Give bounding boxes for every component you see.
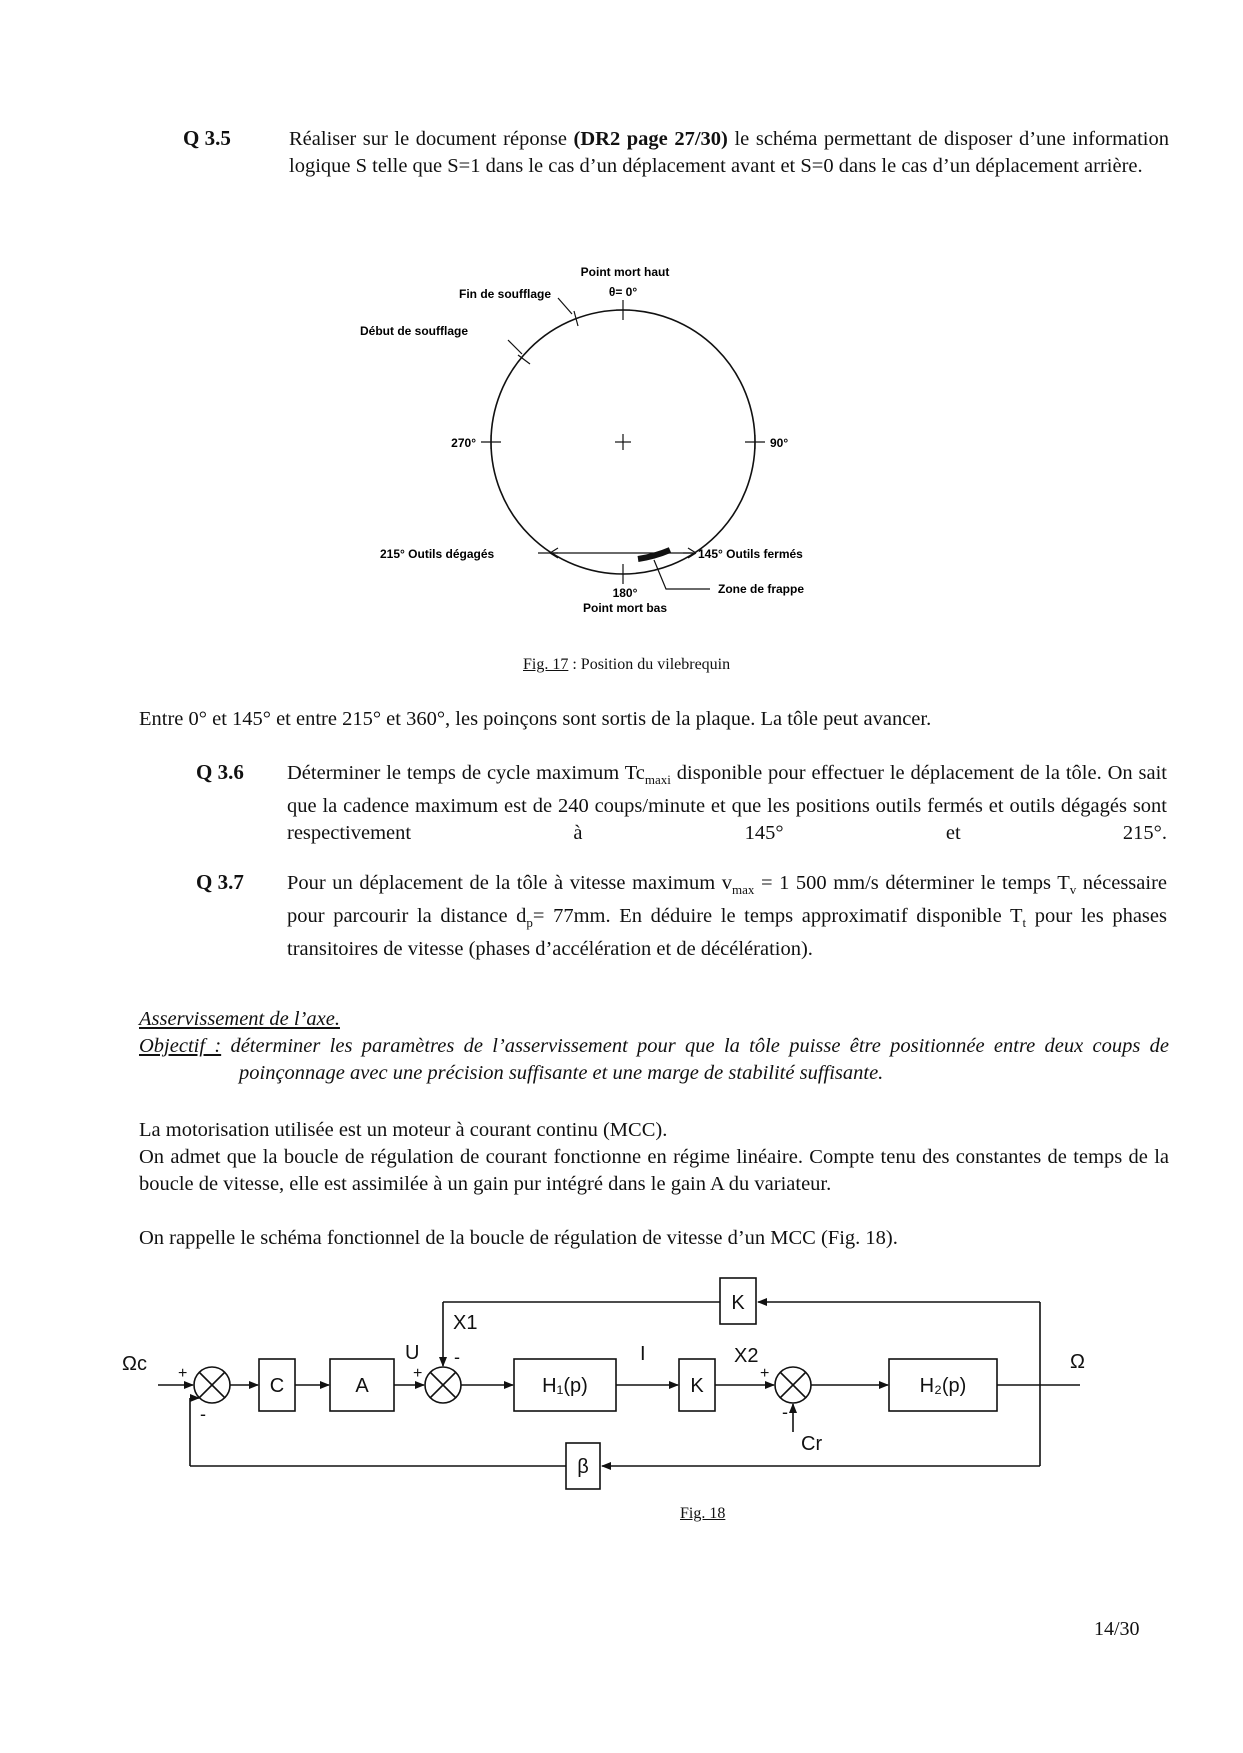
fig17-caption-label: Fig. 17 — [523, 656, 569, 673]
fig17-caption-text: : Position du vilebrequin — [568, 656, 731, 673]
q37-s2: v — [1069, 882, 1077, 898]
label-omega: Ω — [1070, 1351, 1085, 1373]
q37-t2: = 1 500 mm/s déterminer le temps T — [754, 872, 1070, 894]
q36-label: Q 3.6 — [196, 760, 244, 784]
q37-text — [287, 870, 1167, 963]
sum1-minus: - — [200, 1404, 206, 1424]
label-180: 180° — [612, 586, 638, 600]
leader-zone-frappe — [654, 560, 710, 589]
label-pmh: Point mort haut — [580, 265, 670, 279]
page-number: 14/30 — [1094, 1618, 1140, 1640]
label-sig-x2: X2 — [734, 1345, 759, 1367]
label-debut-soufflage: Début de soufflage — [360, 324, 469, 338]
fig17-caption — [523, 656, 730, 674]
q35-text-bold: (DR2 page 27/30) — [573, 128, 728, 150]
q35-text — [289, 126, 1169, 180]
q35-label: Q 3.5 — [183, 126, 231, 150]
zone-frappe-arc — [638, 550, 670, 559]
label-sig-cr: Cr — [801, 1433, 823, 1455]
q36-text-a: Déterminer le temps de cycle maximum Tc — [287, 762, 645, 784]
fig18-caption: Fig. 18 — [680, 1505, 726, 1522]
label-block-k1: K — [690, 1375, 704, 1397]
q35-text-before: Réaliser sur le document réponse — [289, 128, 574, 150]
label-90: 90° — [770, 436, 789, 450]
label-sig-u: U — [405, 1342, 420, 1364]
leader-debut — [508, 340, 522, 354]
label-block-h2: H₂(p) — [919, 1375, 967, 1397]
body-p3: On rappelle le schéma fonctionnel de la boucle de régulation de vitesse d’un MCC (Fig. 18). — [139, 1227, 898, 1249]
q37-t5: pour les phases transitoires de vitesse (phases d’accélération et de décélération). — [287, 905, 1167, 961]
label-270: 270° — [451, 436, 476, 450]
q37-label: Q 3.7 — [196, 870, 244, 894]
q36-sub: maxi — [644, 772, 671, 788]
label-block-a: A — [355, 1375, 369, 1397]
label-fin-soufflage: Fin de soufflage — [459, 287, 552, 301]
body-p1: La motorisation utilisée est un moteur à courant continu (MCC). — [139, 1119, 668, 1141]
asserv-objectif — [139, 1033, 1169, 1087]
objectif-label: Objectif : — [139, 1035, 222, 1057]
intro-text: Entre 0° et 145° et entre 215° et 360°, les poinçons sont sortis de la plaque. La tôle peut avancer. — [139, 708, 932, 730]
label-omega-c: Ωc — [122, 1353, 147, 1375]
label-pmb: Point mort bas — [582, 601, 668, 615]
label-block-h1: H₁(p) — [542, 1375, 588, 1397]
sum1-plus: + — [178, 1365, 188, 1382]
fig18-block-diagram — [120, 1270, 1120, 1500]
label-outils-degages: 215° Outils dégagés — [380, 547, 495, 561]
q37-t3: nécessaire pour parcourir la distance d — [287, 872, 1168, 928]
label-block-beta: β — [577, 1456, 589, 1478]
q37-t4: = 77mm. En déduire le temps approximatif disponible T — [532, 905, 1023, 928]
asserv-title: Asservissement de l’axe. — [139, 1008, 340, 1030]
label-theta: θ= 0° — [608, 285, 638, 299]
leader-fin — [558, 298, 572, 314]
label-block-k-top: K — [731, 1292, 745, 1314]
q36-text — [287, 760, 1167, 847]
label-zone-frappe: Zone de frappe — [718, 582, 805, 596]
objectif-text: déterminer les paramètres de l’asservissement pour que la tôle puisse être positionnée entre deux coups de poinçonnage avec une précision suffisante et une marge de stabilité suffisante. — [221, 1035, 1169, 1084]
label-sig-i: I — [640, 1343, 646, 1365]
fig17-crank-diagram — [340, 262, 900, 622]
label-sig-x1: X1 — [453, 1312, 478, 1334]
q37-s1: max — [732, 882, 755, 898]
sum2-plus: + — [413, 1365, 423, 1382]
sum2-minus: - — [454, 1347, 460, 1367]
q37-s4: t — [1022, 915, 1027, 931]
label-outils-fermes: 145° Outils fermés — [698, 547, 803, 561]
body-p2: On admet que la boucle de régulation de courant fonctionne en régime linéaire. Compte tenu des constantes de temps de la boucle de vitesse, elle est assimilée à un gain pur intégré dans le gain A du variateur. — [139, 1146, 1169, 1195]
sum3-minus: - — [782, 1402, 788, 1422]
q37-s3: p — [526, 915, 533, 931]
q35-text-after: le schéma permettant de disposer d’une information logique S telle que S=1 dans le cas d’un déplacement avant et S=0 dans le cas d’un déplacement arrière. — [289, 128, 1170, 177]
sum3-plus: + — [760, 1365, 770, 1382]
q37-t1: Pour un déplacement de la tôle à vitesse maximum v — [287, 872, 733, 894]
q36-text-b: disponible pour effectuer le déplacement de la tôle. On sait que la cadence maximum est de 240 coups/minute et que les positions outils fermés et outils dégagés sont respectivement à 145° et 215°. — [287, 762, 1167, 845]
label-block-c: C — [269, 1375, 285, 1397]
